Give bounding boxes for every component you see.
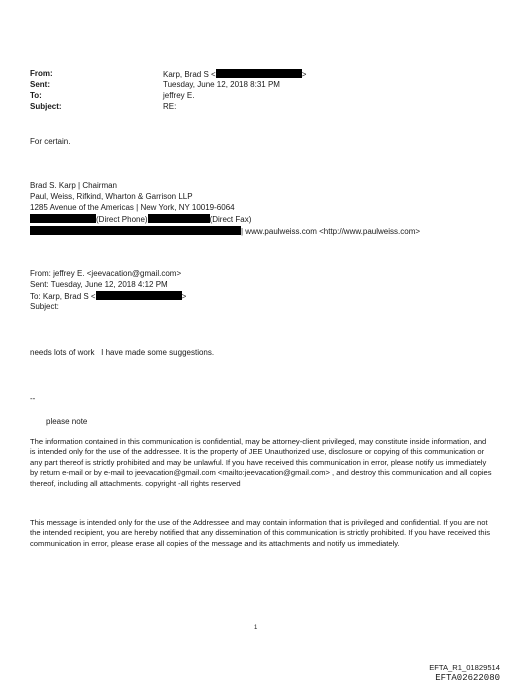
signature-dashes: -- <box>30 394 36 403</box>
to-value: jeffrey E. <box>163 91 195 100</box>
signature-line2: Paul, Weiss, Rifkind, Wharton & Garrison LLP <box>30 192 193 201</box>
subject-value: RE: <box>163 102 177 111</box>
redaction-bar <box>30 214 96 223</box>
direct-phone-label: (Direct Phone) <box>96 215 148 224</box>
quoted-message: needs lots of work I have made some suggestions. <box>30 348 215 357</box>
to-label: To: <box>30 91 42 100</box>
quoted-to-prefix: To: Karp, Brad S < <box>30 292 96 301</box>
bates-id-1: EFTA_R1_01829514 <box>429 663 500 672</box>
disclaimer-paragraph-1: The information contained in this communication is confidential, may be attorney-client privileged, may constitute inside information, and is intended only for the use of the addressee. It is the property of JEE Unauthorized use, disclosure or copying of this communication or any part thereof is strictly prohibited and may be unlawful. If you have received this communication in error, please notify us immediately by return e-mail or by e-mail to jeevacation@gmail.com <mailto:jeevacation@gmail.com> , and destroy this communication and all copies thereof, including all attachments. copyright -all rights reserved <box>30 437 492 488</box>
please-note: please note <box>46 417 88 426</box>
redaction-bar <box>148 214 210 223</box>
from-close: > <box>301 70 307 79</box>
sent-label: Sent: <box>30 80 50 89</box>
quoted-to-close: > <box>181 292 187 301</box>
signature-line4 <box>30 214 251 225</box>
reply-text: For certain. <box>30 137 71 146</box>
website-link[interactable]: | www.paulweiss.com <http://www.paulweiss.com> <box>241 227 421 236</box>
from-value <box>163 69 306 80</box>
redaction-bar <box>96 291 182 300</box>
sent-value: Tuesday, June 12, 2018 8:31 PM <box>163 80 280 89</box>
quoted-subject: Subject: <box>30 302 59 311</box>
redaction-bar <box>216 69 302 78</box>
page-number: 1 <box>254 625 258 631</box>
from-label: From: <box>30 69 53 78</box>
redaction-bar <box>30 226 241 235</box>
subject-label: Subject: <box>30 102 62 111</box>
direct-fax-label: (Direct Fax) <box>209 215 252 224</box>
quoted-sent: Sent: Tuesday, June 12, 2018 4:12 PM <box>30 280 168 289</box>
quoted-from: From: jeffrey E. <jeevacation@gmail.com> <box>30 269 182 278</box>
from-name: Karp, Brad S < <box>163 70 216 79</box>
signature-line5 <box>30 226 420 237</box>
bates-id-2: EFTA02622080 <box>435 673 500 683</box>
signature-line3: 1285 Avenue of the Americas | New York, NY 10019-6064 <box>30 203 235 212</box>
quoted-to <box>30 291 186 302</box>
signature-line1: Brad S. Karp | Chairman <box>30 181 118 190</box>
disclaimer-paragraph-2: This message is intended only for the use of the Addressee and may contain information that is privileged and confidential. If you are not the intended recipient, you are hereby notified that any dissemination of this communication is strictly prohibited. If you have received this communication in error, please erase all copies of the message and its attachments and notify us immediately. <box>30 518 491 548</box>
